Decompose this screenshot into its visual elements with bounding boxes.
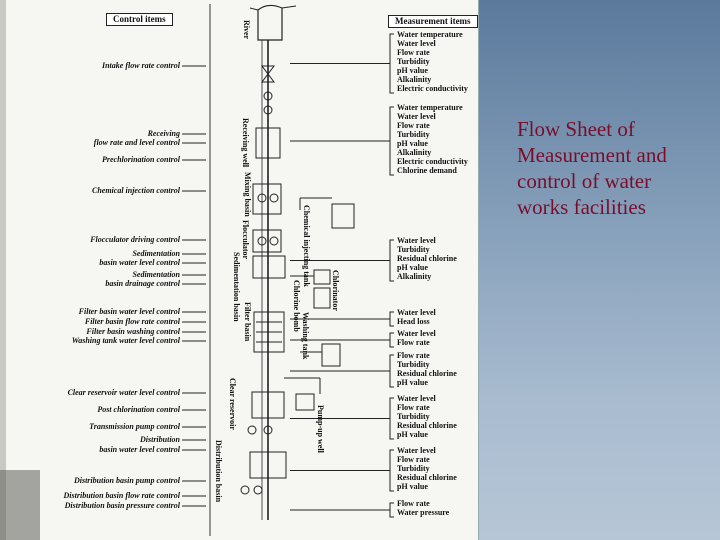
measurement-item-label: Water level xyxy=(397,394,436,403)
measurement-item-label: Water level xyxy=(397,308,436,317)
measurement-item-label: Residual chlorine xyxy=(397,254,457,263)
measurement-bracket xyxy=(390,240,394,281)
process-unit-label: Receiving well xyxy=(241,118,250,168)
control-item-label: Distribution basin flow rate control xyxy=(63,491,180,500)
process-unit-label: Chemical injecting tank xyxy=(302,205,311,287)
control-item-label: Intake flow rate control xyxy=(101,61,180,70)
control-item-label: Washing tank water level control xyxy=(71,336,180,345)
control-item-label: Distribution basin pump control xyxy=(73,476,180,485)
measurement-bracket xyxy=(390,450,394,491)
control-item-label: Sedimentation xyxy=(132,249,180,258)
measurement-item-label: pH value xyxy=(397,430,428,439)
process-unit-label: Clear reservoir xyxy=(228,378,237,430)
measurement-item-label: Chlorine demand xyxy=(397,166,457,175)
control-items-header: Control items xyxy=(106,13,173,26)
measurement-bracket xyxy=(390,503,394,517)
measurement-bracket xyxy=(390,107,394,175)
control-item-label: flow rate and level control xyxy=(93,138,180,147)
measurement-item-label: Water temperature xyxy=(397,30,463,39)
process-unit-label: Distribution basin xyxy=(214,440,223,503)
control-item-label: Distribution xyxy=(139,435,180,444)
measurement-item-label: Water level xyxy=(397,112,436,121)
process-unit-label: Mixing basin xyxy=(243,172,252,217)
process-unit-label: River xyxy=(242,20,251,40)
control-item-label: Post chlorination control xyxy=(97,405,180,414)
measurement-item-label: Water level xyxy=(397,236,436,245)
measurement-item-label: Electric conductivity xyxy=(397,157,468,166)
measurement-bracket xyxy=(390,34,394,93)
measurement-item-label: Turbidity xyxy=(397,57,430,66)
measurement-item-label: Alkalinity xyxy=(397,272,432,281)
measurement-item-label: pH value xyxy=(397,482,428,491)
measurement-item-label: pH value xyxy=(397,66,428,75)
measurement-item-label: Residual chlorine xyxy=(397,473,457,482)
control-item-label: Chemical injection control xyxy=(91,186,180,195)
process-unit-label: Pump-up well xyxy=(316,405,325,453)
process-unit-label: Sedimentation basin xyxy=(232,252,241,322)
control-item-label: Flocculator driving control xyxy=(90,235,180,244)
slide-caption xyxy=(517,116,707,220)
measurement-item-label: Turbidity xyxy=(397,412,430,421)
measurement-item-label: Turbidity xyxy=(397,130,430,139)
process-unit-label: Chlorine bomb xyxy=(292,280,301,332)
measurement-item-label: Turbidity xyxy=(397,464,430,473)
control-item-label: Receiving xyxy=(147,129,180,138)
control-item-label: Clear reservoir water level control xyxy=(67,388,180,397)
control-item-label: basin water level control xyxy=(99,258,180,267)
control-item-label: basin drainage control xyxy=(105,279,180,288)
control-item-label: Distribution basin pressure control xyxy=(64,501,180,510)
measurement-item-label: Flow rate xyxy=(397,403,430,412)
caption-line: Measurement and xyxy=(517,143,667,167)
measurement-bracket xyxy=(390,398,394,439)
control-item-label: Filter basin water level control xyxy=(78,307,180,316)
measurement-item-label: Flow rate xyxy=(397,351,430,360)
process-unit-label: Flocculator xyxy=(241,220,250,260)
measurement-item-label: Electric conductivity xyxy=(397,84,468,93)
measurement-items-header: Measurement items xyxy=(388,15,478,28)
measurement-item-label: Flow rate xyxy=(397,455,430,464)
measurement-item-label: Water level xyxy=(397,39,436,48)
caption-line: Flow Sheet of xyxy=(517,117,635,141)
process-unit-label: Washing tank xyxy=(301,312,310,360)
measurement-item-label: Flow rate xyxy=(397,499,430,508)
control-item-label: basin water level control xyxy=(99,445,180,454)
measurement-item-label: Alkalinity xyxy=(397,75,432,84)
measurement-bracket xyxy=(390,312,394,326)
measurement-item-label: Residual chlorine xyxy=(397,421,457,430)
measurement-item-label: Turbidity xyxy=(397,360,430,369)
measurement-item-label: Flow rate xyxy=(397,121,430,130)
caption-line: works facilities xyxy=(517,195,646,219)
measurement-item-label: Water temperature xyxy=(397,103,463,112)
control-item-label: Filter basin flow rate control xyxy=(84,317,180,326)
measurement-item-label: pH value xyxy=(397,378,428,387)
measurement-item-label: Alkalinity xyxy=(397,148,432,157)
measurement-item-label: Water level xyxy=(397,329,436,338)
control-item-label: Sedimentation xyxy=(132,270,180,279)
measurement-bracket xyxy=(390,355,394,387)
measurement-item-label: Water level xyxy=(397,446,436,455)
control-item-label: Transmission pump control xyxy=(89,422,180,431)
measurement-item-label: Flow rate xyxy=(397,338,430,347)
measurement-item-label: Residual chlorine xyxy=(397,369,457,378)
measurement-item-label: pH value xyxy=(397,139,428,148)
measurement-item-label: pH value xyxy=(397,263,428,272)
measurement-item-label: Turbidity xyxy=(397,245,430,254)
control-item-label: Prechlorination control xyxy=(101,155,180,164)
measurement-item-label: Flow rate xyxy=(397,48,430,57)
measurement-item-label: Water pressure xyxy=(397,508,450,517)
measurement-bracket xyxy=(390,333,394,347)
control-item-label: Filter basin washing control xyxy=(86,327,180,336)
process-unit-label: Filter basin xyxy=(243,302,252,342)
caption-line: control of water xyxy=(517,169,652,193)
measurement-item-label: Head loss xyxy=(397,317,430,326)
process-unit-label: Chlorinator xyxy=(331,270,340,311)
